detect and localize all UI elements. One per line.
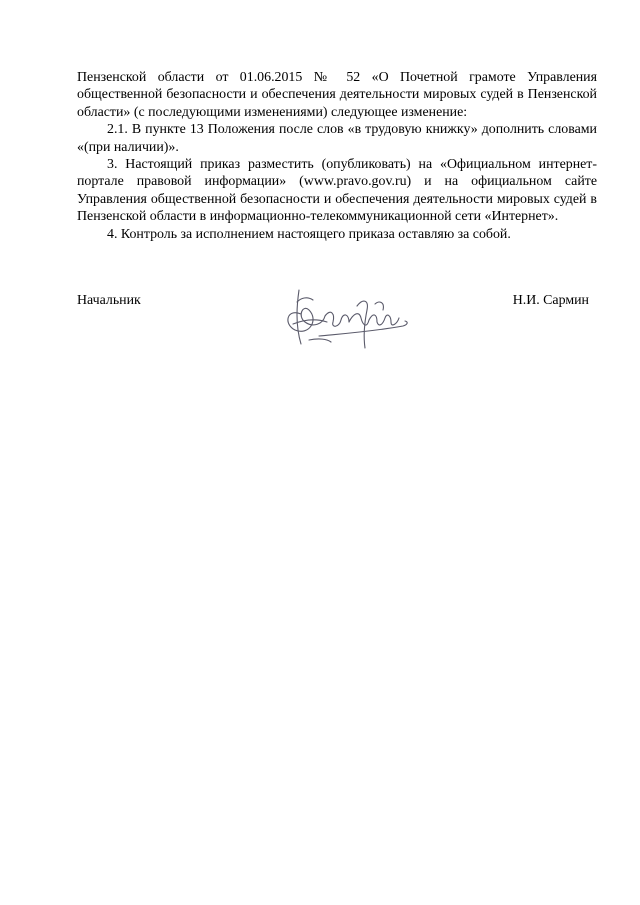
paragraph-3: 3. Настоящий приказ разместить (опубликовать) на «Официальном интернет-портале правовой информации» (www.pravo.gov.ru) и на официальном сайте Управления общественной безопасности и обеспечения деятельности мировых судей в Пензенской области в информационно-телекоммуникационной сети «Интернет». [77,157,597,225]
signature-block [77,284,597,364]
paragraph-4: 4. Контроль за исполнением настоящего приказа оставляю за собой. [107,226,511,242]
paragraph-2-1: 2.1. В пункте 13 Положения после слов «в трудовую книжку» дополнить словами «(при наличии)». [77,122,597,155]
signatory-title: Начальник [77,293,141,308]
signatory-name: Н.И. Сармин [512,293,589,308]
handwritten-signature [279,284,419,352]
document-body [77,69,597,243]
paragraph-continuation: Пензенской области от 01.06.2015 № 52 «О Почетной грамоте Управления общественной безопасности и обеспечения деятельности мировых судей в Пензенской области» (с последующими изменениями) следующее изменение: [77,70,597,120]
